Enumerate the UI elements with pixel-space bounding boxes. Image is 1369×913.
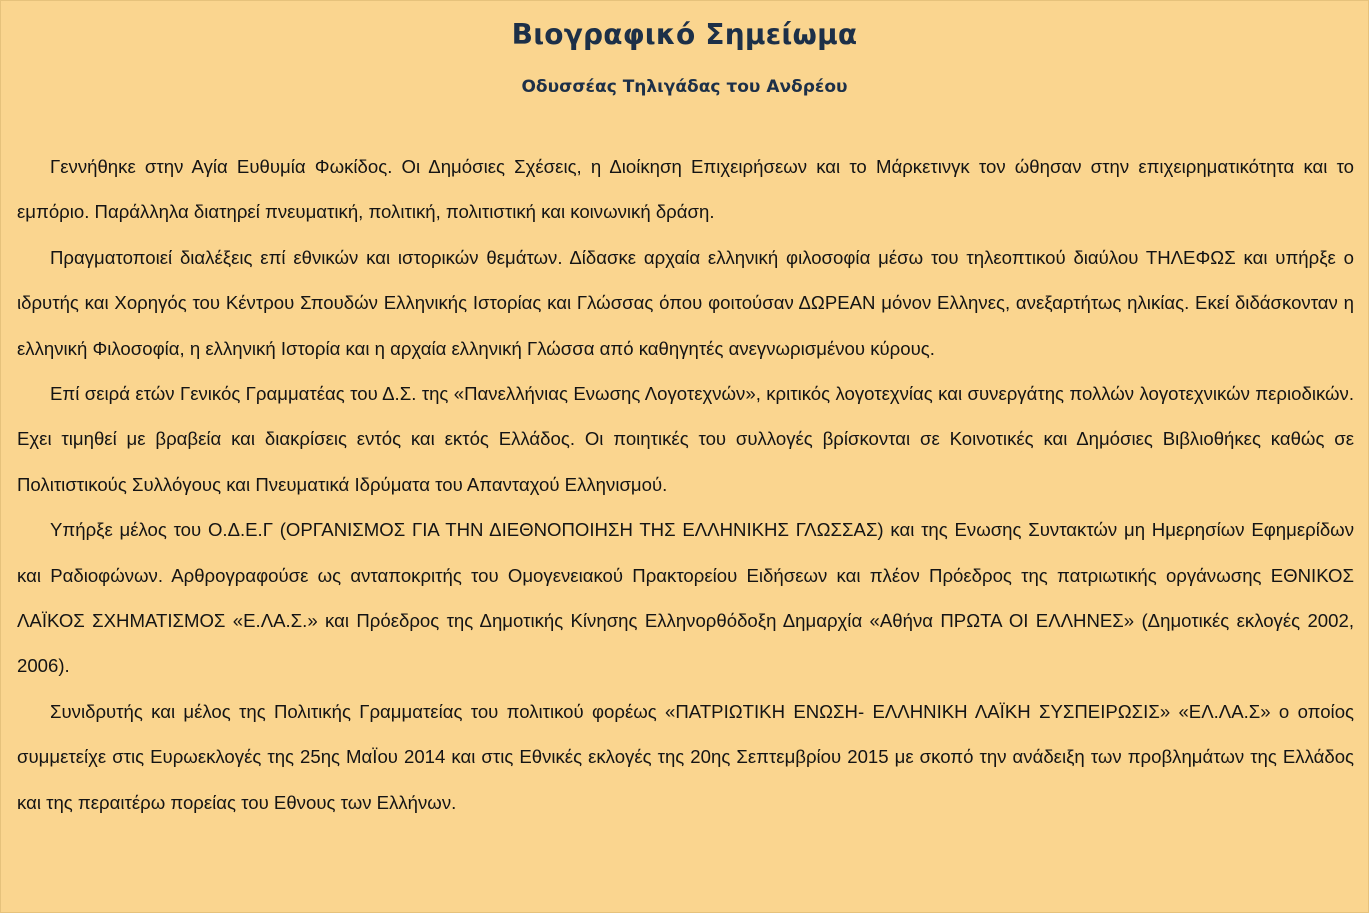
paragraph-birth-career: Γεννήθηκε στην Αγία Ευθυμία Φωκίδος. Οι Δημόσιες Σχέσεις, η Διοίκηση Επιχειρήσεων και το Μάρκετινγκ τον ώθησαν στην επιχειρηματικότητα και το εμπόριο. Παράλληλα διατηρεί πνευματική, πολιτική, πολιτιστική και κοινωνική δράση. bbox=[17, 156, 1354, 223]
document-body bbox=[17, 144, 1354, 825]
paragraph-memberships: Υπήρξε μέλος του Ο.Δ.Ε.Γ (ΟΡΓΑΝΙΣΜΟΣ ΓΙΑ ΤΗΝ ΔΙΕΘΝΟΠΟΙΗΣΗ ΤΗΣ ΕΛΛΗΝΙΚΗΣ ΓΛΩΣΣΑΣ) και της Ενωσης Συντακτών μη Ημερησίων Εφημερίδων και Ραδιοφώνων. Αρθρογραφούσε ως ανταποκριτής του Ομογενειακού Πρακτορείου Ειδήσεων και πλέον Πρόεδρος της πατριωτικής οργάνωσης ΕΘΝΙΚΟΣ ΛΑΪΚΟΣ ΣΧΗΜΑΤΙΣΜΟΣ «Ε.ΛΑ.Σ.» και Πρόεδρος της Δημοτικής Κίνησης Ελληνορθόδοξη Δημαρχία «Αθήνα ΠΡΩΤΑ ΟΙ ΕΛΛΗΝΕΣ» (Δημοτικές εκλογές 2002, 2006). bbox=[17, 519, 1354, 677]
paragraph-literary-work: Επί σειρά ετών Γενικός Γραμματέας του Δ.Σ. της «Πανελλήνιας Ενωσης Λογοτεχνών», κριτικός λογοτεχνίας και συνεργάτης πολλών λογοτεχνικών περιοδικών. Εχει τιμηθεί με βραβεία και διακρίσεις εντός και εκτός Ελλάδος. Οι ποιητικές του συλλογές βρίσκονται σε Κοινοτικές και Δημόσιες Βιβλιοθήκες καθώς σε Πολιτιστικούς Συλλόγους και Πνευματικά Ιδρύματα του Απανταχού Ελληνισμού. bbox=[17, 383, 1354, 495]
document-subtitle: Οδυσσέας Τηλιγάδας του Ανδρέου bbox=[521, 77, 848, 97]
paragraph-lectures-teaching: Πραγματοποιεί διαλέξεις επί εθνικών και ιστορικών θεμάτων. Δίδασκε αρχαία ελληνική φιλοσοφία μέσω του τηλεοπτικού διαύλου ΤΗΛΕΦΩΣ και υπήρξε ο ιδρυτής και Χορηγός του Κέντρου Σπουδών Ελληνικής Ιστορίας και Γλώσσας όπου φοιτούσαν ΔΩΡΕΑΝ μόνον Ελληνες, ανεξαρτήτως ηλικίας. Εκεί διδάσκονταν η ελληνική Φιλοσοφία, η ελληνική Ιστορία και η αρχαία ελληνική Γλώσσα από καθηγητές ανεγνωρισμένου κύρους. bbox=[17, 246, 1354, 359]
paragraph-political: Συνιδρυτής και μέλος της Πολιτικής Γραμματείας του πολιτικού φορέως «ΠΑΤΡΙΩΤΙΚΗ ΕΝΩΣΗ- ΕΛΛΗΝΙΚΗ ΛΑΪΚΗ ΣΥΣΠΕΙΡΩΣΙΣ» «ΕΛ.ΛΑ.Σ» ο οποίος συμμετείχε στις Ευρωεκλογές της 25ης ΜαΪου 2014 και στις Εθνικές εκλογές της 20ης Σεπτεμβρίου 2015 με σκοπό την ανάδειξη των προβλημάτων της Ελλάδος και της περαιτέρω πορείας του Εθνους των Ελλήνων. bbox=[17, 700, 1354, 813]
document-title: Βιογραφικό Σημείωμα bbox=[511, 18, 858, 51]
